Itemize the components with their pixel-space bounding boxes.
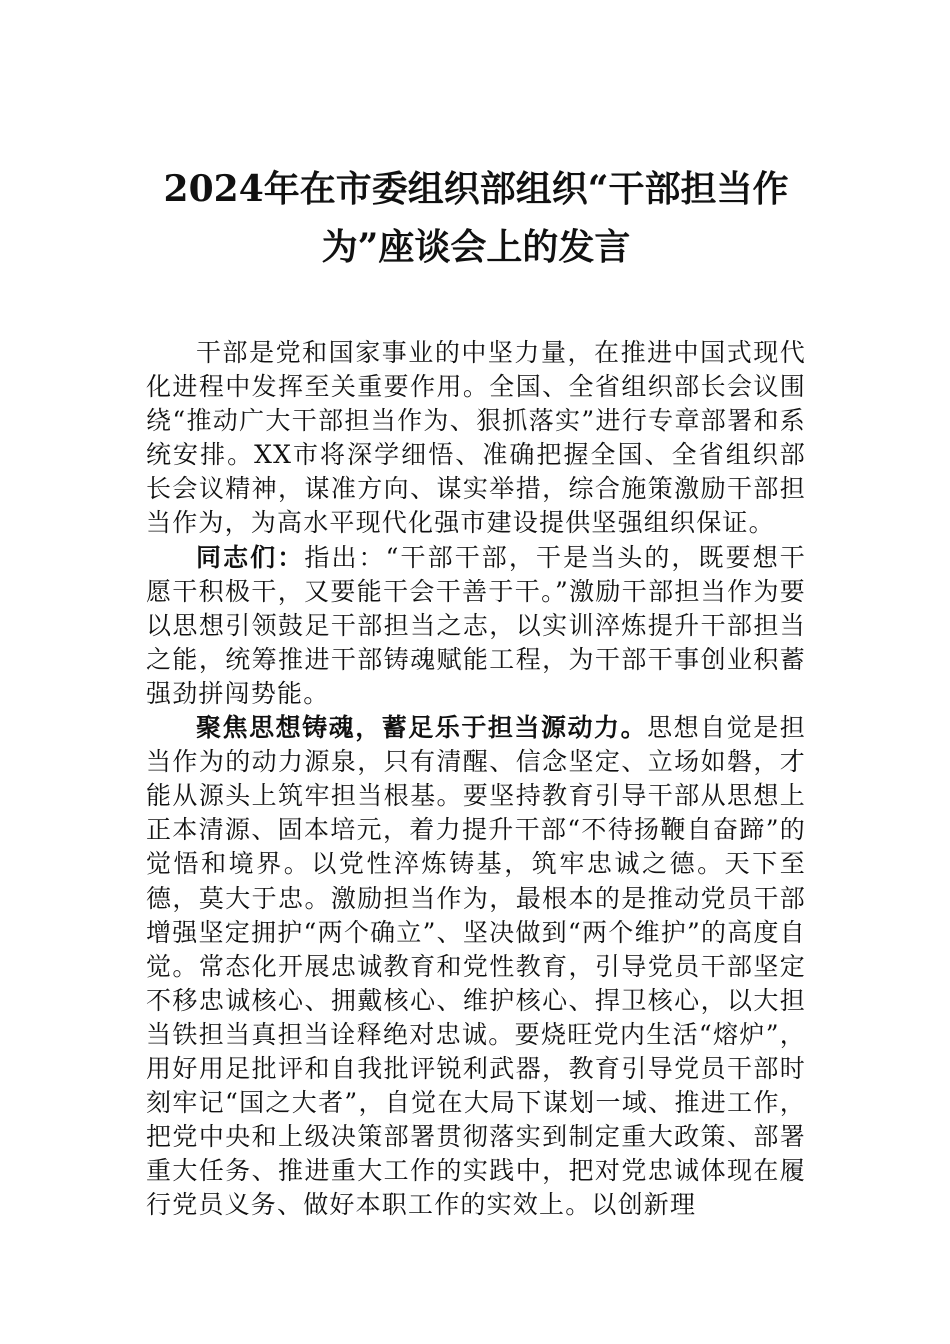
document-title [146, 160, 806, 276]
document-page [146, 160, 806, 1222]
paragraph-thought-casting [146, 711, 806, 1222]
title-line-2: 为”座谈会上的发言 [321, 226, 631, 268]
paragraph-text: 干部是党和国家事业的中坚力量，在推进中国式现代化进程中发挥至关重要作用。全国、全省组织部长会议围绕“推动广大干部担当作为、狠抓落实”进行专章部署和系统安排。XX市将深学细悟、准确把握全国、全省组织部长会议精神，谋准方向、谋实举措，综合施策激励干部担当作为，为高水平现代化强市建设提供坚强组织保证。 [146, 338, 806, 538]
document-body [146, 336, 806, 1222]
paragraph-lead: 聚焦思想铸魂，蓄足乐于担当源动力。 [196, 713, 648, 743]
title-line-1: 2024年在市委组织部组织“干部担当作 [163, 168, 789, 210]
paragraph-text: 指出：“干部干部，干是当头的，既要想干愿干积极干，又要能干会干善于干。”激励干部担当作为要以思想引领鼓足干部担当之志，以实训淬炼提升干部担当之能，统筹推进干部铸魂赋能工程，为干部干事创业积蓄强劲拼闯势能。 [146, 542, 806, 708]
paragraph-lead: 同志们： [196, 542, 305, 572]
paragraph-text: 思想自觉是担当作为的动力源泉，只有清醒、信念坚定、立场如磐，才能从源头上筑牢担当根基。要坚持教育引导干部从思想上正本清源、固本培元，着力提升干部“不待扬鞭自奋蹄”的觉悟和境界。以党性淬炼铸基，筑牢忠诚之德。天下至德，莫大于忠。激励担当作为，最根本的是推动党员干部增强坚定拥护“两个确立”、坚决做到“两个维护”的高度自觉。常态化开展忠诚教育和党性教育，引导党员干部坚定不移忠诚核心、拥戴核心、维护核心、捍卫核心，以大担当铁担当真担当诠释绝对忠诚。要烧旺党内生活“熔炉”，用好用足批评和自我批评锐利武器，教育引导党员干部时刻牢记“国之大者”，自觉在大局下谋划一域、推进工作，把党中央和上级决策部署贯彻落实到制定重大政策、部署重大任务、推进重大工作的实践中，把对党忠诚体现在履行党员义务、做好本职工作的实效上。以创新理 [146, 713, 807, 1220]
paragraph-intro [146, 336, 806, 541]
paragraph-comrades [146, 541, 806, 711]
